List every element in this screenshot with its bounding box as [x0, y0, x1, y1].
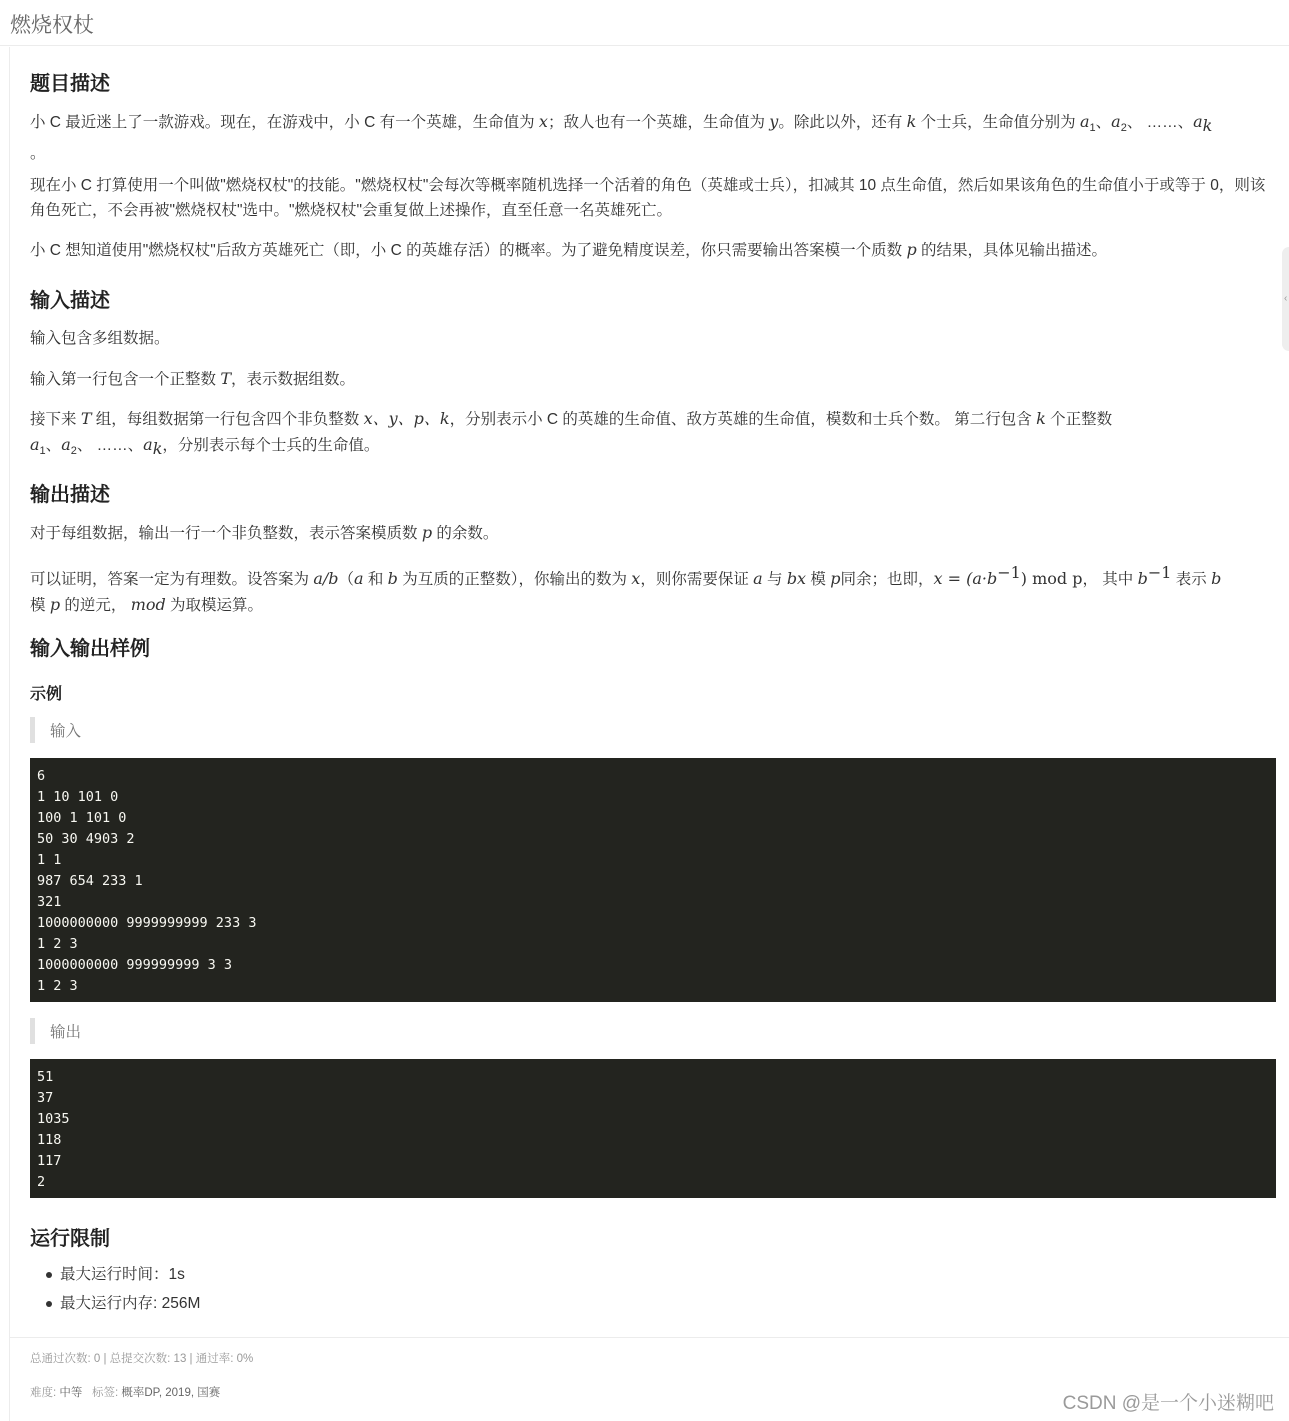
- difficulty-value: 中等: [59, 1387, 83, 1399]
- code-line: 1000000000 999999999 3 3: [37, 957, 233, 973]
- section-heading-samples: 输入输出样例: [30, 638, 150, 660]
- footer-divider: [10, 1337, 1289, 1338]
- limits-list: [30, 1260, 200, 1318]
- limit-memory: 最大运行内存: 256M: [60, 1289, 200, 1318]
- code-line: 51: [37, 1069, 54, 1085]
- code-line: 2: [37, 1174, 46, 1190]
- section-heading-output: 输出描述: [30, 484, 110, 506]
- code-line: 1 1: [37, 852, 62, 868]
- code-line: 1035: [37, 1111, 70, 1127]
- problem-content: [9, 47, 1289, 1421]
- code-line: 50 30 4903 2: [37, 831, 135, 847]
- output-paragraph-2: 可以证明，答案一定为有理数。设答案为 a/b（a 和 b 为互质的正整数），你输出的数为 x，则你需要保证 a 与 bx 模 p同余；也即，$x = (a\cdot b^{-1})$ mod p， 其中 $b^{-1}$ 表示 b 模 p 的逆元， mod 为取模运算。: [30, 563, 1222, 615]
- description-paragraph-2: 现在小 C 打算使用一个叫做"燃烧权杖"的技能。"燃烧权杖"会每次等概率随机选择一个活着的角色（英雄或士兵），扣减其 10 点生命值，然后如果该角色的生命值小于或等于 0，则该角色死亡，不会再被"燃烧权杖"选中。"燃烧权杖"会重复做上述操作，直至任意一名英雄死亡。: [30, 177, 1266, 219]
- section-heading-limits: 运行限制: [30, 1228, 110, 1250]
- code-line: 6: [37, 768, 46, 784]
- sample-output-code-block[interactable]: [30, 1059, 1276, 1198]
- code-line: 117: [37, 1153, 62, 1169]
- input-paragraph-2: 输入第一行包含一个正整数 T，表示数据组数。: [30, 369, 355, 388]
- code-line: 1000000000 9999999999 233 3: [37, 915, 257, 931]
- code-line: 1 10 101 0: [37, 789, 119, 805]
- page-title: 燃烧权杖: [10, 14, 94, 37]
- sample-input-label: 输入: [30, 717, 330, 743]
- code-line: 987 654 233 1: [37, 873, 143, 889]
- code-line: 1 2 3: [37, 936, 78, 952]
- input-paragraph-3: 接下来 T 组，每组数据第一行包含四个非负整数 x、y、p、k，分别表示小 C 的英雄的生命值、敌方英雄的生命值，模数和士兵个数。 第二行包含 k 个正整数 $a_1$、$a_2$、 ……、$a_k$，分别表示每个士兵的生命值。: [30, 409, 1113, 459]
- sample-input-code-block[interactable]: [30, 758, 1276, 1002]
- code-line: 321: [37, 894, 62, 910]
- code-line: 100 1 101 0: [37, 810, 127, 826]
- section-heading-input: 输入描述: [30, 290, 110, 312]
- description-paragraph-3: 小 C 想知道使用"燃烧权杖"后敌方英雄死亡（即，小 C 的英雄存活）的概率。为了避免精度误差，你只需要输出答案模一个质数 p 的结果，具体见输出描述。: [30, 240, 1107, 259]
- chevron-left-icon: ‹: [1284, 293, 1288, 304]
- difficulty-and-tags: 难度: 中等 标签: 概率DP, 2019, 国赛: [30, 1387, 221, 1399]
- code-line: 1 2 3: [37, 978, 78, 994]
- output-paragraph-1: 对于每组数据，输出一行一个非负整数，表示答案模质数 p 的余数。: [30, 523, 499, 542]
- description-paragraph-1: 小 C 最近迷上了一款游戏。现在，在游戏中，小 C 有一个英雄，生命值为 x；敌人也有一个英雄，生命值为 y。除此以外，还有 k 个士兵，生命值分别为 $a_1$、$a_2$、 ……、$a_k$ 。: [30, 112, 1213, 163]
- limit-time: 最大运行时间：1s: [60, 1260, 200, 1289]
- sample-subheading: 示例: [30, 686, 63, 703]
- input-paragraph-1: 输入包含多组数据。: [30, 330, 170, 347]
- section-heading-description: 题目描述: [30, 73, 110, 95]
- csdn-watermark: CSDN @是一个小迷糊吧: [1062, 1393, 1274, 1414]
- code-line: 118: [37, 1132, 62, 1148]
- tags-value[interactable]: 概率DP, 2019, 国赛: [121, 1387, 221, 1399]
- sample-output-label: 输出: [30, 1018, 330, 1044]
- submission-stats: 总通过次数: 0 | 总提交次数: 13 | 通过率: 0%: [30, 1353, 254, 1365]
- top-bar: [0, 0, 1289, 46]
- code-line: 37: [37, 1090, 54, 1106]
